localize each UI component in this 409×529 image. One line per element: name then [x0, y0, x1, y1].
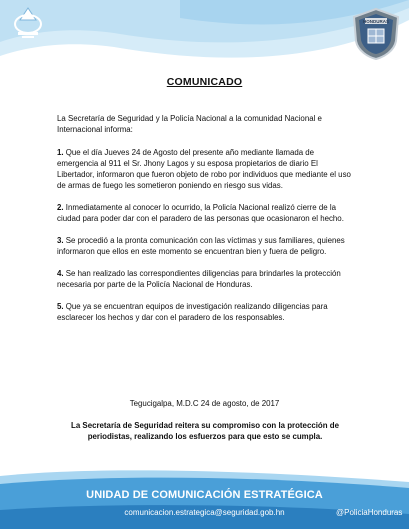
document-title: COMUNICADO — [166, 76, 243, 88]
footer-unit-name: UNIDAD DE COMUNICACIÓN ESTRATÉGICA — [86, 489, 323, 501]
point-1: 1. Que el día Jueves 24 de Agosto del presente año mediante llamada de emergencia al 911 el Sr. Jhony Lagos y su esposa propietarios de diario El Libertador, informaron que fueron objeto de robo por individuos que mediante el uso de armas de fuego les sometieron poniendo en riesgo sus vidas. — [57, 148, 351, 190]
point-4: 4. Se han realizado las correspondientes diligencias para brindarles la protección necesaria por parte de la Policía Nacional de Honduras. — [57, 269, 341, 289]
point-3: 3. Se procedió a la pronta comunicación con las víctimas y sus familiares, quienes informaron que ellos en este momento se encuentran bien y fuera de peligro. — [57, 236, 345, 256]
closing-statement: La Secretaría de Seguridad reitera su compromiso con la protección de periodistas, realizando los esfuerzos para que esto se cumpla. — [71, 421, 339, 441]
point-5: 5. Que ya se encuentran equipos de investigación realizando diligencias para esclarecer los hechos y dar con el paradero de los responsables. — [57, 302, 328, 322]
honduras-coat-of-arms-icon — [8, 6, 48, 42]
policia-nacional-badge-icon — [350, 7, 402, 61]
dateline: Tegucigalpa, M.D.C 24 de agosto, de 2017 — [129, 399, 280, 408]
footer-social-handle[interactable]: @PoliciaHonduras — [336, 508, 403, 517]
svg-text:HONDURAS: HONDURAS — [362, 19, 390, 24]
point-2: 2. Inmediatamente al conocer lo ocurrido, la Policía Nacional realizó cierre de la ciudad para poder dar con el paradero de las personas que ocasionaron el hecho. — [57, 203, 344, 223]
document-body — [57, 113, 357, 334]
intro-paragraph: La Secretaría de Seguridad y la Policía Nacional a la comunidad Nacional e Internacional informa: — [57, 114, 322, 134]
footer-email-link[interactable]: comunicacion.estrategica@seguridad.gob.hn — [124, 508, 285, 517]
header-wave-decoration — [0, 0, 409, 66]
